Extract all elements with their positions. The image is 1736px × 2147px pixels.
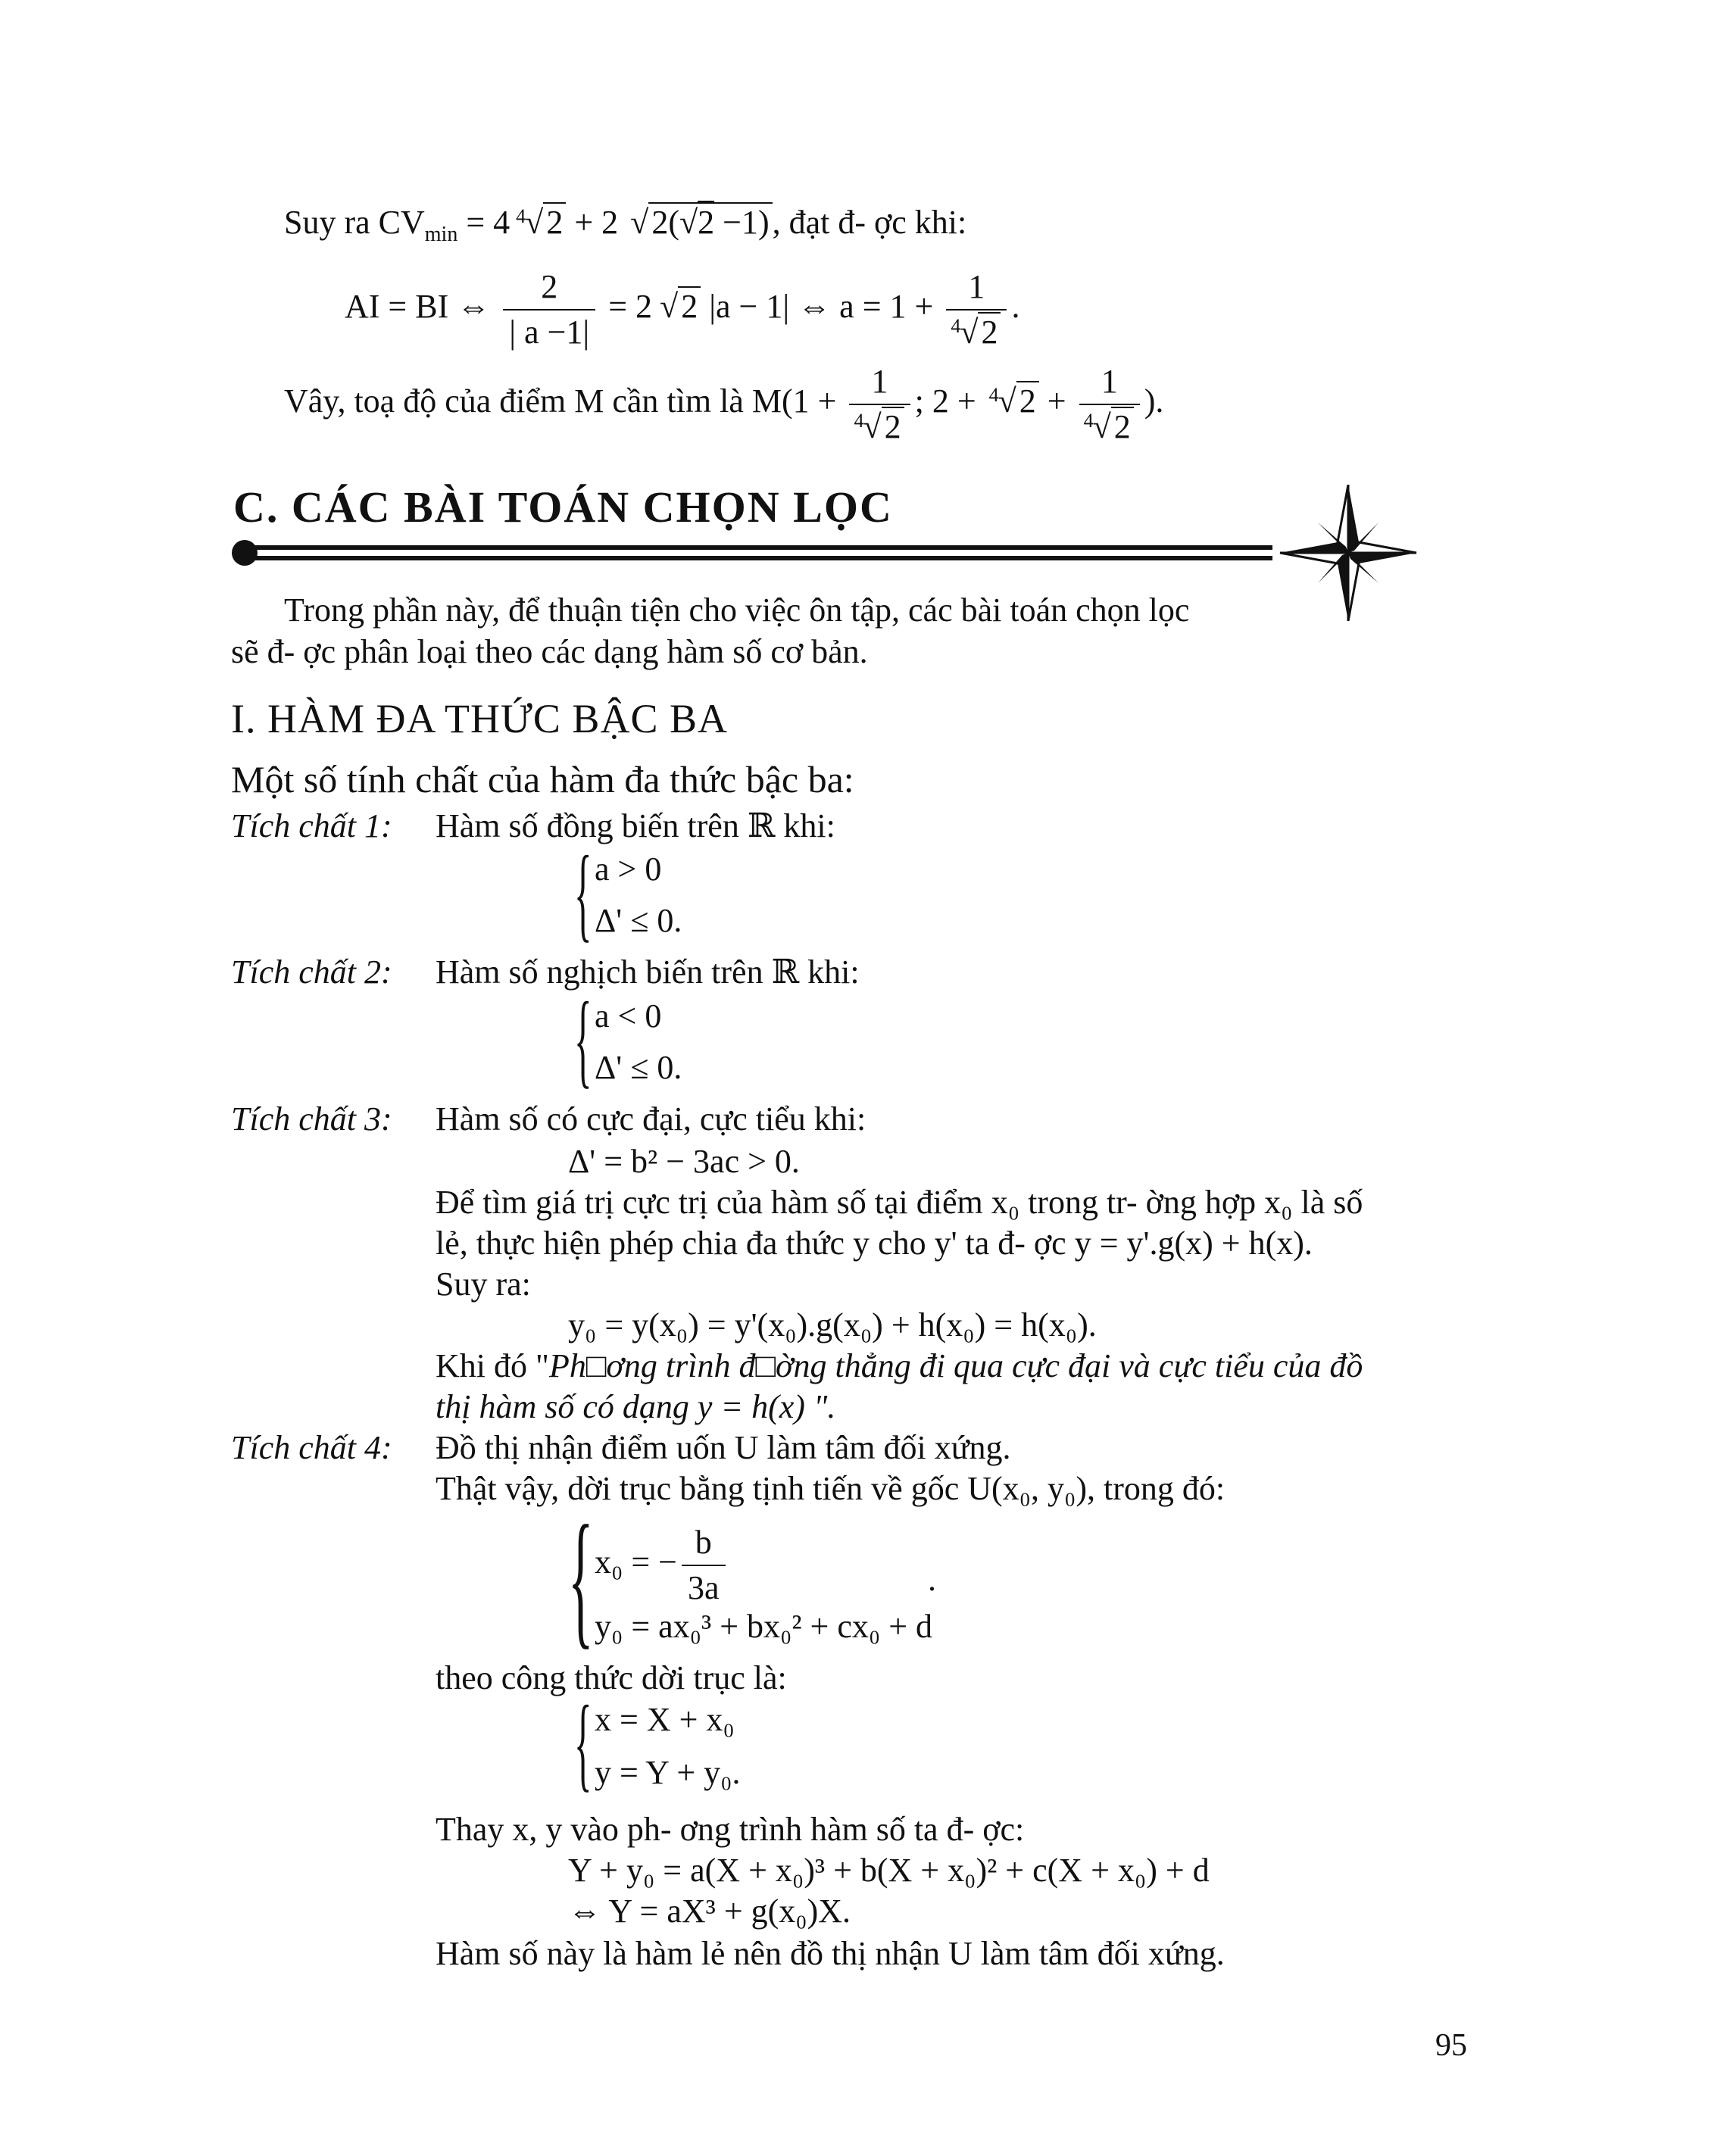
fraction: 1 4 √2 <box>946 265 1007 354</box>
line-cv-min: Suy ra $CV_{min} = 4$ 4 √2 + 2 √2(√2 −1), đạt đ- ợc khi: <box>284 204 967 246</box>
line-ai-bi: AI = BI ⇔ $\frac{2}{| a -1|}$ = 2 √2 |a − 1| ⇔ a = 1 + 1 4 √2 . <box>345 261 1019 352</box>
condition: Δ' ≤ 0. <box>595 1049 682 1086</box>
condition: a > 0 <box>595 850 662 888</box>
property-1-label: Tích chất 1: <box>231 807 392 844</box>
section-i-title: I. HÀM ĐA THỨC BẬC BA <box>231 696 728 741</box>
rule-dot-icon <box>232 540 258 566</box>
property-3-text: Hàm số có cực đại, cực tiểu khi: <box>436 1100 866 1137</box>
property-4-text: Đồ thị nhận điểm uốn U làm tâm đối xứng. <box>436 1429 1011 1466</box>
property-3-label: Tích chất 3: <box>231 1100 392 1137</box>
section-c-title: C. CÁC BÀI TOÁN CHỌN LỌC <box>233 482 893 532</box>
paragraph-line: Thay x, y vào ph- ơng trình hàm số ta đ- ợc: <box>436 1811 1025 1848</box>
brace: { <box>574 835 592 952</box>
brace: { <box>568 1495 594 1662</box>
delta-formula: Δ' = b² − 3ac > 0. <box>568 1143 800 1180</box>
section-i-subtitle: Một số tính chất của hàm đa thức bậc ba: <box>231 758 854 800</box>
system-eq: x = X + x₀ <box>595 1701 735 1738</box>
page-number: 95 <box>1435 2028 1467 2063</box>
y0-formula: y₀ = ax₀³ + bx₀² + cx₀ + d <box>595 1608 933 1645</box>
paragraph-line: Khi đó "Ph□ơng trình đ□ờng thẳng đi qua cực đại và cực tiểu của đồ <box>436 1347 1363 1384</box>
paragraph-line: Thật vậy, dời trục bằng tịnh tiến về gốc U(x₀, y₀), trong đó: <box>436 1470 1226 1507</box>
period: . <box>928 1561 936 1598</box>
brace: { <box>574 981 592 1098</box>
intro-line-2: sẽ đ- ợc phân loại theo các dạng hàm số cơ bản. <box>231 633 868 670</box>
property-2-label: Tích chất 2: <box>231 953 392 991</box>
paragraph-line: Suy ra: <box>436 1265 531 1303</box>
property-1-text: Hàm số đồng biến trên ℝ khi: <box>436 807 835 844</box>
square-root: √2(√2 −1) <box>623 203 772 242</box>
brace: { <box>574 1684 592 1802</box>
property-2-text: Hàm số nghịch biến trên ℝ khi: <box>436 953 860 991</box>
paragraph-line: Hàm số này là hàm lẻ nên đồ thị nhận U làm tâm đối xứng. <box>436 1935 1225 1972</box>
formula-line: Y + y₀ = a(X + x₀)³ + b(X + x₀)² + c(X + x₀) + d <box>568 1852 1210 1889</box>
fourth-root: 4 √2 <box>517 203 566 242</box>
formula-line: ⇔ Y = aX³ + g(x₀)X. <box>568 1893 851 1930</box>
compass-star-icon <box>1280 485 1416 621</box>
paragraph-line: thị hàm số có dạng y = h(x) ". <box>436 1388 836 1425</box>
condition: a < 0 <box>595 997 662 1034</box>
formula-line: y₀ = y(x₀) = y'(x₀).g(x₀) + h(x₀) = h(x₀). <box>568 1306 1097 1343</box>
paragraph-line: theo công thức dời trục là: <box>436 1659 787 1696</box>
paragraph-line: Để tìm giá trị cực trị của hàm số tại điểm x₀ trong tr- ờng hợp x₀ là số <box>436 1184 1363 1221</box>
property-4-label: Tích chất 4: <box>231 1429 392 1466</box>
line-point-m: Vây, toạ độ của điểm M cần tìm là M(1 + 1 4 √2 ; 2 + 4 √2 + 1 4 √2 ). <box>284 356 1163 447</box>
fraction: $\frac{2}{| a -1|}$ <box>503 265 595 354</box>
paragraph-line: lẻ, thực hiện phép chia đa thức y cho y' ta đ- ợc y = y'.g(x) + h(x). <box>436 1225 1313 1262</box>
system-eq: y = Y + y₀. <box>595 1754 741 1791</box>
intro-line-1: Trong phần này, để thuận tiện cho việc ôn tập, các bài toán chọn lọc <box>284 591 1190 629</box>
x0-formula: x₀ = − $\frac{b}{3a}$ <box>595 1521 730 1604</box>
condition: Δ' ≤ 0. <box>595 902 682 939</box>
